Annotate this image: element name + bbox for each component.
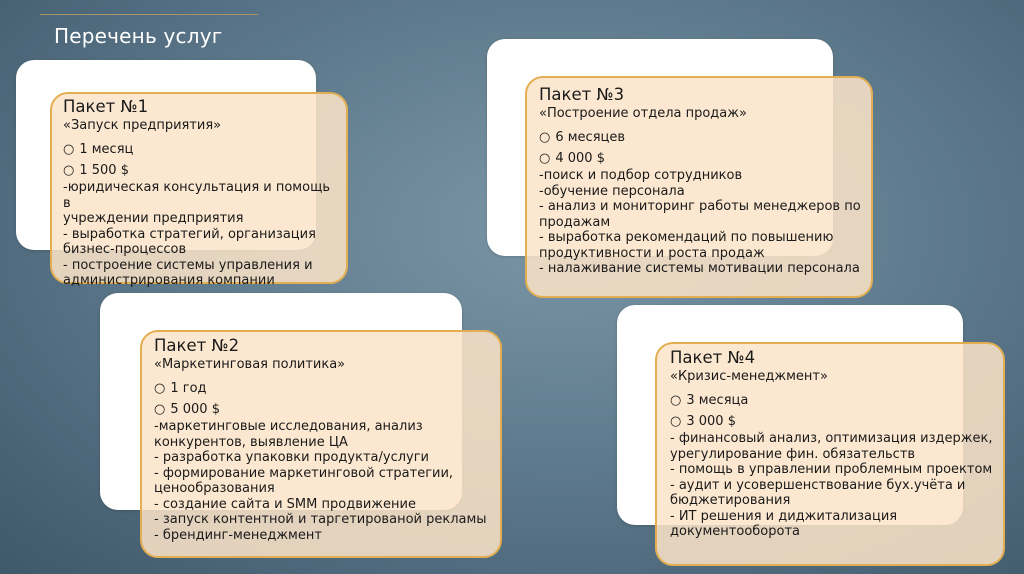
package-2-card [140,330,502,558]
package-4-price: ○ 3 000 $ [670,414,736,429]
list-item: - запуск контентной и таргетированой рекламы [154,512,487,527]
list-item: - финансовый анализ, оптимизация издержек, [670,431,993,446]
list-item: - ИТ решения и диджитализация [670,508,898,524]
package-1-subtitle: «Запуск предприятия» [63,118,222,133]
list-item: - построение системы управления и [63,257,313,273]
package-3-card [525,76,873,298]
package-4-title: Пакет №4 [670,348,756,367]
list-item: документооборота [670,524,800,539]
circle-bullet-icon: ○ [154,381,166,396]
package-3-price: ○ 4 000 $ [539,151,605,166]
list-item: ценообразования [154,481,275,496]
list-item: - выработка рекомендаций по повышению [539,230,834,245]
circle-bullet-icon: ○ [670,393,682,408]
package-2-price: ○ 5 000 $ [154,402,220,417]
circle-bullet-icon: ○ [154,402,166,417]
list-item: администрирования компании [63,273,275,288]
package-2-duration: ○ 1 год [154,381,207,396]
package-1-title: Пакет №1 [63,97,149,116]
list-item: - аудит и усовершенствование бух.учёта и [670,477,966,493]
page-title: Перечень услуг [54,24,223,48]
package-2-title: Пакет №2 [154,336,240,355]
package-3-subtitle: «Построение отдела продаж» [539,106,747,121]
package-2-services [154,419,490,543]
list-item: - выработка стратегий, организация [63,226,316,242]
list-item: - формирование маркетинговой стратегии, [154,465,454,481]
package-2-subtitle: «Маркетинговая политика» [154,357,346,372]
circle-bullet-icon: ○ [63,142,75,157]
package-4-services [670,431,993,540]
package-1-services [63,180,336,289]
package-4-subtitle: «Кризис-менеджмент» [670,369,828,384]
title-accent-line [40,14,258,15]
list-item: бизнес-процессов [63,242,187,257]
list-item: - брендинг-менеджмент [154,527,322,543]
list-item: -поиск и подбор сотрудников [539,168,743,183]
list-item: продажам [539,214,611,230]
package-3-services [539,168,861,277]
list-item: продуктивности и роста продаж [539,245,765,261]
list-item: -обучение персонала [539,183,685,199]
package-3-duration: ○ 6 месяцев [539,130,626,145]
package-3-title: Пакет №3 [539,85,625,104]
list-item: бюджетирования [670,493,791,508]
circle-bullet-icon: ○ [539,151,551,166]
list-item: - налаживание системы мотивации персонала [539,261,860,276]
circle-bullet-icon: ○ [670,414,682,429]
list-item: - помощь в управлении проблемным проектом [670,462,993,477]
list-item: -маркетинговые исследования, анализ [154,419,423,434]
circle-bullet-icon: ○ [539,130,551,145]
list-item: - разработка упаковки продукта/услуги [154,450,430,465]
list-item: урегулирование фин. обязательств [670,446,916,462]
package-4-card [655,342,1005,566]
package-1-duration: ○ 1 месяц [63,142,134,157]
circle-bullet-icon: ○ [63,163,75,178]
package-1-card [50,92,348,288]
list-item: -юридическая консультация и помощь в [63,180,330,211]
list-item: - анализ и мониторинг работы менеджеров по [539,199,861,214]
list-item: учреждении предприятия [63,211,244,226]
list-item: - создание сайта и SMM продвижение [154,496,416,512]
package-4-duration: ○ 3 месяца [670,393,749,408]
list-item: конкурентов, выявление ЦА [154,434,348,450]
package-1-price: ○ 1 500 $ [63,163,129,178]
